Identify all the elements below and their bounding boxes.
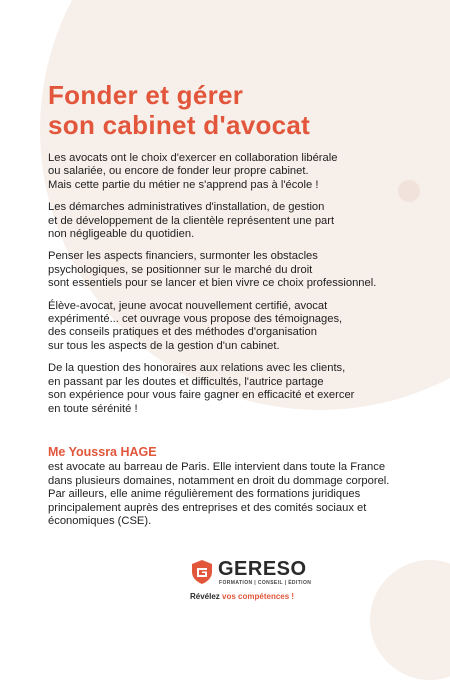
paragraph-line: Les avocats ont le choix d'exercer en collaboration libérale xyxy=(48,152,338,164)
publisher-tagline xyxy=(190,592,320,602)
paragraph-line: des conseils pratiques et des méthodes d'organisation xyxy=(48,326,317,339)
paragraph-line: psychologiques, se positionner sur le marché du droit xyxy=(48,263,313,276)
book-title-line-2: son cabinet d'avocat xyxy=(48,110,311,140)
description-paragraph-4 xyxy=(48,300,418,354)
publisher-name: GERESO xyxy=(218,558,307,580)
book-title xyxy=(48,80,310,140)
publisher-logo xyxy=(190,558,320,610)
paragraph-line: Élève-avocat, jeune avocat nouvellement certifié, avocat xyxy=(48,299,328,312)
paragraph-line: De la question des honoraires aux relations avec les clients, xyxy=(48,362,346,375)
author-bio xyxy=(48,461,418,528)
paragraph-line: son expérience pour vous faire gagner en efficacité et exercer xyxy=(48,389,355,402)
description-paragraph-5 xyxy=(48,362,418,416)
paragraph-line: non négligeable du quotidien. xyxy=(48,228,195,241)
tagline-part-2: vos compétences ! xyxy=(222,592,295,601)
paragraph-line: Penser les aspects financiers, surmonter les obstacles xyxy=(48,250,318,263)
bio-line: économiques (CSE). xyxy=(48,515,152,528)
tagline-part-1: Révélez xyxy=(190,592,223,601)
author-section xyxy=(48,446,418,528)
paragraph-line: Mais cette partie du métier ne s'apprend pas à l'école ! xyxy=(48,178,319,191)
paragraph-line: sont essentiels pour se lancer et bien vivre ce choix professionnel. xyxy=(48,277,377,290)
paragraph-line: en passant par les doutes et difficultés, l'autrice partage xyxy=(48,375,324,388)
paragraph-line: sur tous les aspects de la gestion d'un cabinet. xyxy=(48,339,280,352)
bio-line: est avocate au barreau de Paris. Elle intervient dans toute la France xyxy=(48,461,386,474)
bio-line: Par ailleurs, elle anime régulièrement des formations juridiques xyxy=(48,488,361,501)
paragraph-line: ou salariée, ou encore de fonder leur propre cabinet. xyxy=(48,165,309,178)
description-paragraph-2 xyxy=(48,201,418,241)
book-description xyxy=(48,152,418,425)
description-paragraph-1 xyxy=(48,152,418,192)
bio-line: dans plusieurs domaines, notamment en droit du dommage corporel. xyxy=(48,474,390,487)
description-paragraph-3 xyxy=(48,250,418,290)
paragraph-line: Les démarches administratives d'installation, de gestion xyxy=(48,201,325,214)
author-name: Me Youssra HAGE xyxy=(48,445,157,459)
publisher-subtitle: FORMATION | CONSEIL | ÉDITION xyxy=(219,580,312,586)
paragraph-line: et de développement de la clientèle représentent une part xyxy=(48,214,335,227)
gereso-shield-logo-icon xyxy=(190,559,214,585)
paragraph-line: en toute sérénité ! xyxy=(48,402,138,415)
book-title-line-1: Fonder et gérer xyxy=(48,80,244,110)
bio-line: principalement auprès des entreprises et des comités sociaux et xyxy=(48,501,367,514)
paragraph-line: expérimenté... cet ouvrage vous propose des témoignages, xyxy=(48,313,343,326)
